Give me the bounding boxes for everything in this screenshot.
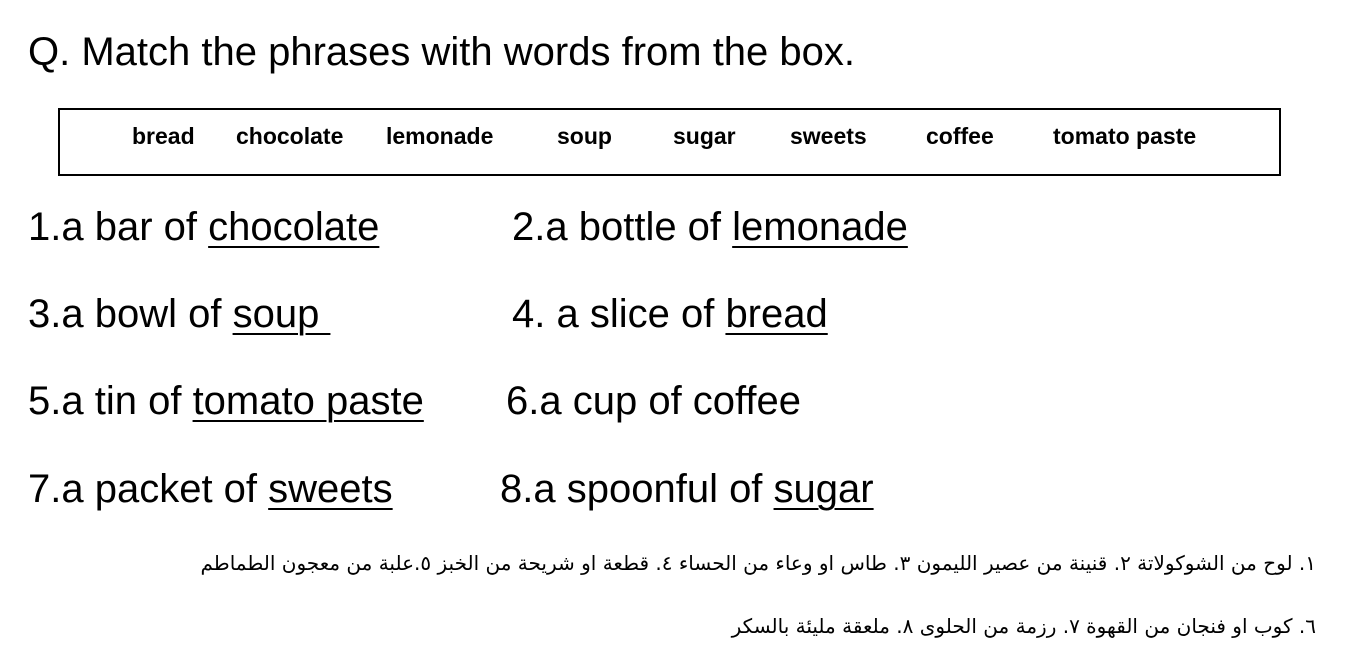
word-tomato-paste: tomato paste [1053, 123, 1197, 149]
item-7-answer: sweets [268, 467, 393, 511]
item-8 [500, 464, 874, 514]
item-3-prefix: 3.a bowl of [28, 292, 233, 336]
word-chocolate: chocolate [236, 123, 344, 149]
item-2 [512, 202, 908, 252]
item-1 [28, 202, 379, 252]
word-sugar: sugar [673, 123, 736, 149]
item-2-prefix: 2.a bottle of [512, 205, 733, 249]
question-title: Q. Match the phrases with words from the box. [28, 30, 856, 74]
item-6-prefix: 6.a cup of coffee [506, 379, 802, 423]
word-soup: soup [557, 123, 612, 149]
item-4-prefix: 4. a slice of [512, 292, 726, 336]
item-5-prefix: 5.a tin of [28, 379, 193, 423]
item-2-answer: lemonade [732, 205, 908, 249]
word-bread: bread [132, 123, 195, 149]
item-6 [506, 376, 801, 426]
word-sweets: sweets [790, 123, 867, 149]
word-box [58, 108, 1281, 176]
word-lemonade: lemonade [386, 123, 494, 149]
item-7 [28, 464, 393, 514]
item-8-answer: sugar [773, 467, 874, 511]
item-1-prefix: 1.a bar of [28, 205, 209, 249]
item-1-answer: chocolate [208, 205, 380, 249]
item-5-answer: tomato paste [192, 379, 424, 423]
item-3-answer: soup [232, 292, 331, 336]
item-5 [28, 376, 424, 426]
item-8-prefix: 8.a spoonful of [500, 467, 774, 511]
item-4 [512, 289, 828, 339]
item-4-answer: bread [725, 292, 828, 336]
item-7-prefix: 7.a packet of [28, 467, 269, 511]
word-coffee: coffee [926, 123, 994, 149]
arabic-translation-line-1: ١. لوح من الشوكولاتة ٢. قنينة من عصير الليمون ٣. طاس او وعاء من الحساء ٤. قطعة او شريحة من الخبز ٥.علبة من معجون الطماطم [200, 551, 1316, 575]
item-3 [28, 289, 330, 339]
arabic-translation-line-2: ٦. كوب او فنجان من القهوة ٧. رزمة من الحلوى ٨. ملعقة مليئة بالسكر [731, 614, 1316, 638]
